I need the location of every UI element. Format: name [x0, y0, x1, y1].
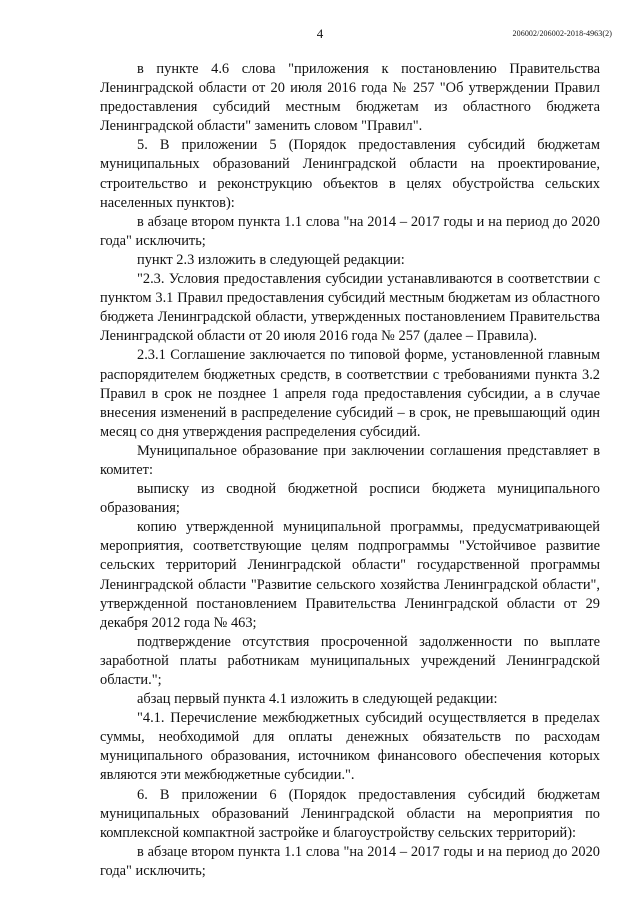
paragraph: Муниципальное образование при заключении соглашения представляет в комитет:: [100, 442, 600, 478]
paragraph: "2.3. Условия предоставления субсидии устанавливаются в соответствии с пунктом 3.1 Правил предоставления субсидий местным бюджетам из областного бюджета Ленинградской области, утвержденных постановлением Правительства Ленинградской области от 20 июля 2016 года № 257 (далее – Правила).: [100, 271, 600, 345]
paragraph: 5. В приложении 5 (Порядок предоставления субсидий бюджетам муниципальных образований Ленинградской области на проектирование, строительство и реконструкцию объектов в целях обустройства сельских населенных пунктов):: [100, 137, 600, 211]
page-number: 4: [316, 26, 324, 41]
document-body: [100, 60, 600, 881]
paragraph: пункт 2.3 изложить в следующей редакции:: [137, 251, 405, 268]
paragraph: в абзаце втором пункта 1.1 слова "на 2014 – 2017 годы и на период до 2020 года" исключить;: [100, 843, 600, 879]
paragraph: подтверждение отсутствия просроченной задолженности по выплате заработной платы работникам муниципальных учреждений Ленинградской области.";: [100, 633, 600, 688]
paragraph: в пункте 4.6 слова "приложения к постановлению Правительства Ленинградской области от 20 июля 2016 года № 257 "Об утверждении Правил предоставления субсидий местным бюджетам из областного бюджета Ленинградской области" заменить словом "Правил".: [100, 61, 600, 135]
paragraph: 2.3.1 Соглашение заключается по типовой форме, установленной главным распорядителем бюджетных средств, в соответствии с требованиями пункта 3.2 Правил в срок не позднее 1 апреля года предоставления субсидии, а в случае внесения изменений в распределение субсидий – в срок, не превышающий один месяц со дня утверждения распределения субсидий.: [100, 347, 600, 440]
paragraph: копию утвержденной муниципальной программы, предусматривающей мероприятия, соответствующие целям подпрограммы "Устойчивое развитие сельских территорий Ленинградской области" государственной программы Ленинградской области "Развитие сельского хозяйства Ленинградской области", утвержденной постановлением Правительства Ленинградской области от 29 декабря 2012 года № 463;: [100, 519, 600, 631]
paragraph: в абзаце втором пункта 1.1 слова "на 2014 – 2017 годы и на период до 2020 года" исключить;: [100, 213, 600, 249]
paragraph: выписку из сводной бюджетной росписи бюджета муниципального образования;: [100, 481, 600, 517]
document-code: 206002/206002-2018-4963(2): [512, 29, 612, 38]
paragraph: абзац первый пункта 4.1 изложить в следующей редакции:: [137, 691, 498, 708]
paragraph: "4.1. Перечисление межбюджетных субсидий осуществляется в пределах суммы, необходимой для оплаты денежных обязательств по расходам муниципального образования, источником финансового обеспечения которых являются эти межбюджетные субсидии.".: [100, 710, 600, 784]
paragraph: 6. В приложении 6 (Порядок предоставления субсидий бюджетам муниципальных образований Ленинградской области на мероприятия по комплексной компактной застройке и благоустройству сельских территорий):: [100, 786, 600, 841]
